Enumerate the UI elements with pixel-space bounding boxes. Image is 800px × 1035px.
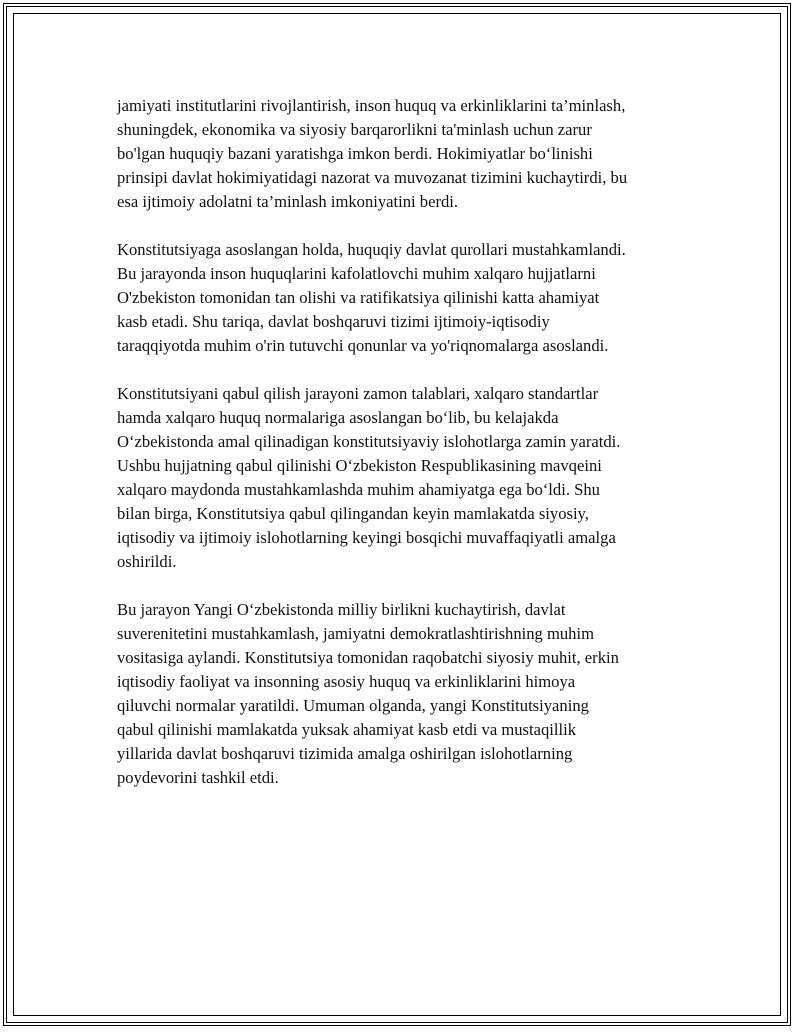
paragraph-line: qabul qilinishi mamlakatda yuksak ahamiyat kasb etdi va mustaqillik bbox=[117, 720, 577, 739]
paragraph-line: bo'lgan huquqiy bazani yaratishga imkon berdi. Hokimiyatlar bo‘linishi bbox=[117, 144, 593, 163]
paragraph-line: Bu jarayon Yangi O‘zbekistonda milliy birlikni kuchaytirish, davlat bbox=[117, 600, 566, 619]
paragraph-line: Konstitutsiyaga asoslangan holda, huquqiy davlat qurollari mustahkamlandi. bbox=[117, 240, 626, 259]
paragraph-line: kasb etadi. Shu tariqa, davlat boshqaruvi tizimi ijtimoiy-iqtisodiy bbox=[117, 312, 550, 331]
paragraph-line: O'zbekiston tomonidan tan olishi va ratifikatsiya qilinishi katta ahamiyat bbox=[117, 288, 600, 307]
paragraph-1 bbox=[117, 94, 697, 214]
paragraph-line: bilan birga, Konstitutsiya qabul qilingandan keyin mamlakatda siyosiy, bbox=[117, 504, 589, 523]
paragraph-line: jamiyati institutlarini rivojlantirish, inson huquq va erkinliklarini ta’minlash, bbox=[117, 96, 626, 115]
paragraph-2 bbox=[117, 238, 697, 358]
paragraph-line: taraqqiyotda muhim o'rin tutuvchi qonunlar va yo'riqnomalarga asoslandi. bbox=[117, 336, 609, 355]
paragraph-line: oshirildi. bbox=[117, 552, 177, 571]
paragraph-line: iqtisodiy faoliyat va insonning asosiy huquq va erkinliklarini himoya bbox=[117, 672, 576, 691]
paragraph-line: esa ijtimoiy adolatni ta’minlash imkoniyatini berdi. bbox=[117, 192, 459, 211]
paragraph-4 bbox=[117, 598, 697, 790]
paragraph-3 bbox=[117, 382, 697, 574]
document-body bbox=[117, 94, 697, 814]
paragraph-line: hamda xalqaro huquq normalariga asoslangan bo‘lib, bu kelajakda bbox=[117, 408, 559, 427]
paragraph-line: iqtisodiy va ijtimoiy islohotlarning keyingi bosqichi muvaffaqiyatli amalga bbox=[117, 528, 616, 547]
paragraph-line: Bu jarayonda inson huquqlarini kafolatlovchi muhim xalqaro hujjatlarni bbox=[117, 264, 596, 283]
paragraph-line: poydevorini tashkil etdi. bbox=[117, 768, 279, 787]
paragraph-line: shuningdek, ekonomika va siyosiy barqarorlikni ta'minlash uchun zarur bbox=[117, 120, 592, 139]
paragraph-line: prinsipi davlat hokimiyatidagi nazorat va muvozanat tizimini kuchaytirdi, bu bbox=[117, 168, 628, 187]
paragraph-line: yillarida davlat boshqaruvi tizimida amalga oshirilgan islohotlarning bbox=[117, 744, 573, 763]
paragraph-line: xalqaro maydonda mustahkamlashda muhim ahamiyatga ega bo‘ldi. Shu bbox=[117, 480, 600, 499]
paragraph-line: suverenitetini mustahkamlash, jamiyatni demokratlashtirishning muhim bbox=[117, 624, 594, 643]
paragraph-line: O‘zbekistonda amal qilinadigan konstitutsiyaviy islohotlarga zamin yaratdi. bbox=[117, 432, 621, 451]
paragraph-line: qiluvchi normalar yaratildi. Umuman olganda, yangi Konstitutsiyaning bbox=[117, 696, 589, 715]
paragraph-line: Konstitutsiyani qabul qilish jarayoni zamon talablari, xalqaro standartlar bbox=[117, 384, 599, 403]
paragraph-line: vositasiga aylandi. Konstitutsiya tomonidan raqobatchi siyosiy muhit, erkin bbox=[117, 648, 619, 667]
paragraph-line: Ushbu hujjatning qabul qilinishi O‘zbekiston Respublikasining mavqeini bbox=[117, 456, 602, 475]
